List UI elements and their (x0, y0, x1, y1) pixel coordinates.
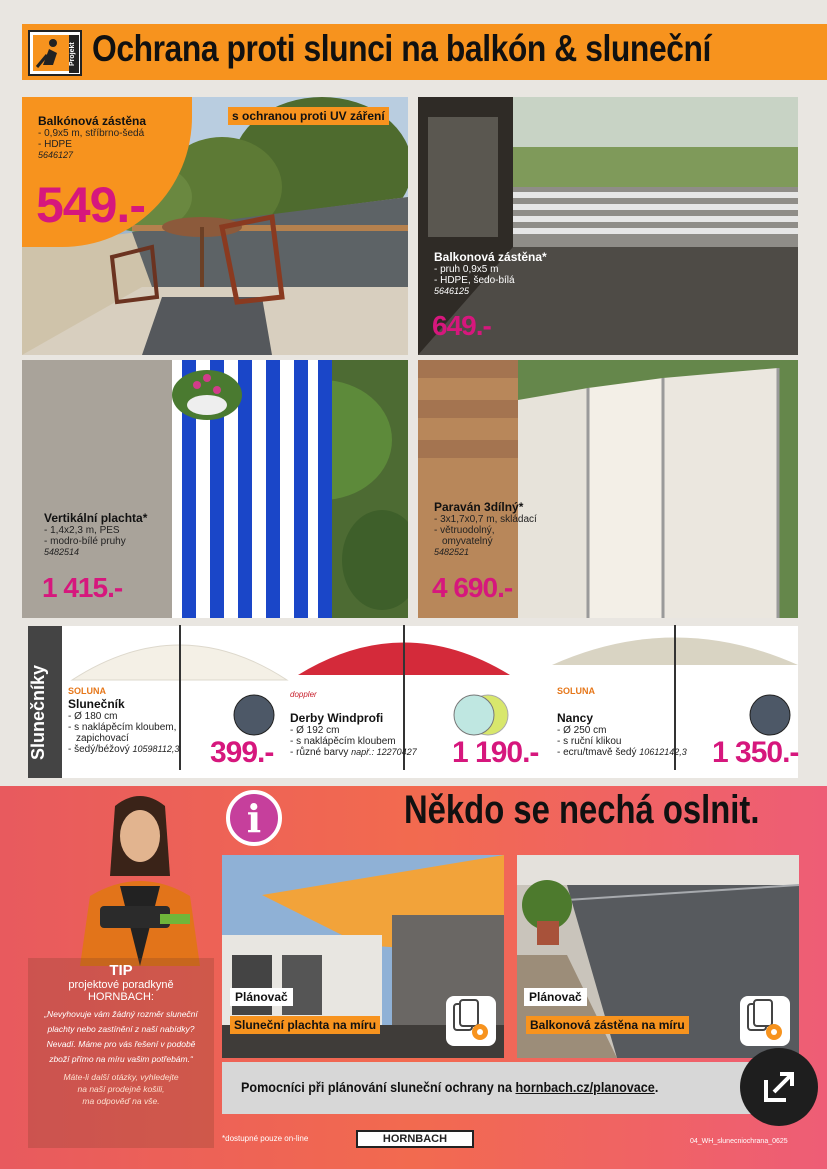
umbrella-3-desc1: - Ø 250 cm (557, 725, 607, 736)
info-icon: i (226, 790, 282, 846)
product-2-number: 5646125 (434, 286, 470, 296)
hornbach-logo (356, 1130, 474, 1148)
product-4-desc2: - větruodolný, (434, 525, 495, 536)
tip-sub2: HORNBACH: (87, 991, 154, 1003)
planner-2-link[interactable]: Balkonová zástěna na míru (526, 1016, 689, 1034)
product-1-desc1: - 0,9x5 m, stříbrno-šedá (38, 128, 145, 139)
product-1-number: 5646127 (38, 150, 74, 160)
umbrella-1-desc1: - Ø 180 cm (68, 711, 118, 722)
tip-quote-2: plachty nebo zastínění z naší nabídky? (47, 1024, 195, 1034)
helper-text-a: Pomocníci při plánování sluneční ochrany na (241, 1079, 516, 1095)
uv-badge: s ochranou proti UV záření (228, 107, 389, 125)
planner-1-tag: Plánovač (230, 988, 293, 1006)
footer-code: 04_WH_slunecniochrana_0625 (690, 1138, 788, 1145)
umbrella-1-desc4: - šedý/béžový (68, 744, 130, 755)
umbrella-3-price: 1 350.- (712, 736, 799, 769)
planner-2-config-icon[interactable] (740, 996, 790, 1046)
planner-1-config-icon[interactable] (446, 996, 496, 1046)
umbrella-1-desc2: - s naklápěcím kloubem, (68, 722, 177, 733)
helper-link[interactable]: hornbach.cz/planovace (515, 1079, 655, 1095)
umbrella-1-price: 399.- (210, 736, 274, 769)
umbrella-2-number: např.: 12270427 (351, 747, 417, 757)
product-3-info (44, 511, 147, 557)
product-2-price: 649.- (432, 310, 491, 341)
product-1-title: Balkónová zástěna (38, 114, 147, 128)
logo-text: Projekt (69, 35, 79, 73)
advisor-photo (60, 786, 220, 966)
tip-answer-1: Máte-li další otázky, vyhledejte (63, 1072, 179, 1082)
umbrella-1-desc3: zapichovací (76, 733, 129, 744)
external-link-icon (740, 1048, 818, 1126)
umbrella-2-title: Derby Windprofi (290, 711, 384, 725)
promo-slogan: Někdo se nechá oslnit. (404, 788, 760, 832)
external-link-button[interactable] (740, 1048, 818, 1126)
tip-answer-3: ma odpověď na vše. (82, 1096, 160, 1106)
product-4-info (434, 500, 537, 557)
product-2-title: Balkonová zástěna* (434, 250, 547, 264)
product-3-price: 1 415.- (42, 572, 123, 603)
tip-answer-2: na naší prodejně košili, (77, 1084, 165, 1094)
product-1-info (38, 114, 146, 160)
umbrella-1-number: 10598112,3 (132, 744, 180, 754)
tip-content (28, 962, 214, 1107)
umbrella-2-brand: doppler (290, 690, 317, 699)
helper-text (241, 1079, 658, 1095)
umbrella-3-desc3: - ecru/tmavě šedý (557, 747, 637, 758)
product-2-desc1: - pruh 0,9x5 m (434, 264, 499, 275)
umbrella-1-brand: SOLUNA (68, 686, 106, 696)
umbrella-2-desc2: - s naklápěcím kloubem (290, 736, 396, 747)
product-1-price: 549.- (36, 177, 145, 233)
tip-quote-4: zboží přímo na míru vašim potřebám.“ (49, 1054, 193, 1064)
umbrella-1-title: Slunečník (68, 697, 125, 711)
product-2-desc2: - HDPE, šedo-bílá (434, 275, 515, 286)
product-4-desc3: omyvatelný (442, 536, 493, 547)
tip-title: TIP (109, 962, 133, 979)
umbrella-3-number: 10612142,3 (639, 747, 687, 757)
product-4-price: 4 690.- (432, 572, 513, 603)
product-4-desc1: - 3x1,7x0,7 m, skládací (434, 514, 537, 525)
umbrella-1-info (68, 697, 179, 755)
umbrella-2-price: 1 190.- (452, 736, 539, 769)
umbrella-2-desc1: - Ø 192 cm (290, 725, 340, 736)
projekt-logo (28, 30, 82, 76)
footer-note: *dostupné pouze on-line (222, 1134, 309, 1143)
umbrella-3-title: Nancy (557, 711, 594, 725)
umbrella-2-info (290, 711, 417, 758)
tip-quote-1: „Nevyhovuje vám žádný rozměr sluneční (44, 1009, 198, 1019)
planner-1-link[interactable]: Sluneční plachta na míru (230, 1016, 380, 1034)
helper-text-b: . (654, 1079, 659, 1095)
umbrella-2-desc3: - různé barvy (290, 747, 349, 758)
product-2-info (434, 250, 547, 296)
product-3-title: Vertikální plachta* (44, 511, 148, 525)
planner-2-tag: Plánovač (524, 988, 587, 1006)
umbrella-3-info (557, 711, 687, 758)
hornbach-logo-text: HORNBACH (382, 1133, 448, 1145)
product-3-desc2: - modro-bílé pruhy (44, 536, 126, 547)
umbrella-3-brand: SOLUNA (557, 686, 595, 696)
page-title: Ochrana proti slunci na balkón & sluneční (92, 28, 711, 69)
product-3-desc1: - 1,4x2,3 m, PES (44, 525, 120, 536)
product-3-number: 5482514 (44, 547, 80, 557)
product-4-title: Paraván 3dílný* (434, 500, 524, 514)
product-4-number: 5482521 (434, 547, 470, 557)
tip-quote-3: Nevadí. Máme pro vás řešení v podobě (46, 1039, 196, 1049)
tip-sub1: projektové poradkyně (68, 979, 174, 991)
umbrella-3-desc2: - s ruční klikou (557, 736, 622, 747)
product-1-desc2: - HDPE (38, 139, 72, 150)
